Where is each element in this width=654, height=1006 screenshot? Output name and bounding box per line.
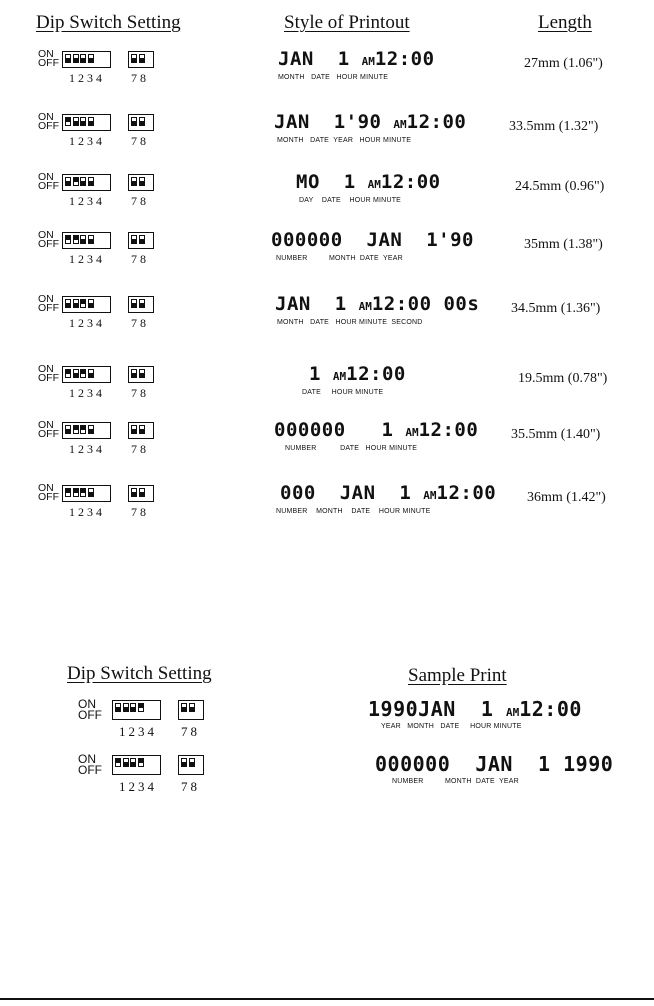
printout-length: 34.5mm (1.36") <box>511 301 601 316</box>
dip-switch-down <box>139 117 145 126</box>
switch-numbers-7-8: 78 <box>131 71 149 85</box>
table-row <box>0 482 654 538</box>
dip-switch-up <box>80 425 86 434</box>
dip-switch-down <box>131 369 137 378</box>
dip-switch-block <box>128 366 154 383</box>
dip-switch-down <box>130 758 136 767</box>
on-off-label <box>38 421 59 439</box>
printout-sample <box>278 48 435 70</box>
length-header: Length <box>538 12 592 33</box>
switch-numbers-7-8: 78 <box>181 779 200 794</box>
table-row <box>0 111 654 167</box>
printout-length: 19.5mm (0.78") <box>518 371 608 386</box>
off-label: OFF <box>78 708 102 722</box>
printout-text: 1 <box>309 363 333 385</box>
on-label: ON <box>38 293 54 305</box>
printout-time: 12:00 <box>436 482 497 504</box>
switch-numbers-1-4: 1234 <box>69 252 105 266</box>
switch-numbers-1-4: 1234 <box>69 442 105 456</box>
printout-field-labels: MONTH DATE YEAR HOUR MINUTE <box>277 137 412 144</box>
dip-switch-down <box>139 425 145 434</box>
switch-numbers-7-8: 78 <box>131 134 149 148</box>
switch-numbers-1-4: 1234 <box>69 71 105 85</box>
dip-switch-down <box>181 703 187 712</box>
dip-switch-up <box>65 488 71 497</box>
dip-switch-up <box>138 703 144 712</box>
switch-numbers-7-8: 78 <box>181 724 200 739</box>
printout-sample <box>375 752 613 776</box>
dip-switch-up <box>73 235 79 244</box>
off-label: OFF <box>38 238 59 250</box>
switch-numbers-7-8: 78 <box>131 252 149 266</box>
printout-field-labels: YEAR MONTH DATE HOUR MINUTE <box>381 723 522 730</box>
switch-numbers-1-4: 1234 <box>69 505 105 519</box>
dip-switch-down <box>139 177 145 186</box>
printout-sample <box>274 419 478 441</box>
on-off-label <box>38 295 59 313</box>
dip-switch-down <box>139 54 145 63</box>
dip-switch-down <box>189 703 195 712</box>
on-label: ON <box>78 697 96 711</box>
dip-switch-down <box>139 369 145 378</box>
dip-switch-up <box>115 758 121 767</box>
dip-switch-up <box>73 488 79 497</box>
switch-numbers-7-8: 78 <box>131 386 149 400</box>
printout-length: 24.5mm (0.96") <box>515 179 605 194</box>
printout-length: 36mm (1.42") <box>527 490 606 505</box>
dip-switch-down <box>88 177 94 186</box>
dip-switch-down <box>131 425 137 434</box>
dip-switch-down <box>65 299 71 308</box>
dip-switch-up <box>73 425 79 434</box>
dip-switch-down <box>181 758 187 767</box>
dip-switch-down <box>88 425 94 434</box>
dip-switch-up <box>138 758 144 767</box>
dip-switch-block <box>128 485 154 502</box>
on-off-label <box>38 50 59 68</box>
on-label: ON <box>38 111 54 123</box>
dip-switch-block <box>128 296 154 313</box>
dip-switch-down <box>80 54 86 63</box>
dip-switch-block <box>62 232 111 249</box>
bottom-rule <box>0 998 654 1000</box>
dip-switch-down <box>88 235 94 244</box>
switch-numbers-1-4: 1234 <box>69 194 105 208</box>
dip-switch-block <box>62 485 111 502</box>
dip-switch-down <box>131 54 137 63</box>
on-off-label <box>38 173 59 191</box>
on-label: ON <box>38 363 54 375</box>
dip-switch-block <box>62 422 111 439</box>
printout-text: 1990JAN 1 <box>368 697 506 721</box>
dip-switch-block <box>62 366 111 383</box>
printout-time: 12:00 00s <box>371 293 480 315</box>
dip-switch-setting-header: Dip Switch Setting <box>36 12 181 33</box>
printout-field-labels: NUMBER MONTH DATE YEAR <box>276 255 403 262</box>
dip-switch-down <box>88 299 94 308</box>
printout-time: 12:00 <box>374 48 435 70</box>
dip-switch-block <box>178 755 204 775</box>
printout-sample <box>275 293 479 315</box>
printout-am-marker: AM <box>393 118 407 131</box>
on-label: ON <box>38 171 54 183</box>
dip-switch-setting-header-2: Dip Switch Setting <box>67 663 212 684</box>
table-row <box>0 229 654 285</box>
printout-field-labels: NUMBER DATE HOUR MINUTE <box>285 445 418 452</box>
dip-switch-block <box>178 700 204 720</box>
dip-switch-up <box>65 369 71 378</box>
printout-time: 12:00 <box>346 363 406 385</box>
printout-am-marker: AM <box>358 300 372 313</box>
on-off-label <box>38 113 59 131</box>
on-off-label <box>38 231 59 249</box>
dip-switch-block <box>62 296 111 313</box>
dip-switch-down <box>123 703 129 712</box>
dip-switch-down <box>88 488 94 497</box>
printout-field-labels: MONTH DATE HOUR MINUTE SECOND <box>277 319 423 326</box>
printout-time: 12:00 <box>519 697 582 721</box>
printout-am-marker: AM <box>367 178 381 191</box>
printout-field-labels: NUMBER MONTH DATE HOUR MINUTE <box>276 508 431 515</box>
dip-switch-block <box>62 114 111 131</box>
on-label: ON <box>38 419 54 431</box>
printout-am-marker: AM <box>332 370 347 383</box>
dip-switch-down <box>65 425 71 434</box>
dip-switch-up <box>80 369 86 378</box>
printout-field-labels: MONTH DATE HOUR MINUTE <box>278 74 389 81</box>
dip-switch-block <box>128 174 154 191</box>
off-label: OFF <box>38 428 59 440</box>
dip-switch-down <box>73 369 79 378</box>
off-label: OFF <box>38 180 59 192</box>
switch-numbers-7-8: 78 <box>131 505 149 519</box>
dip-switch-down <box>131 299 137 308</box>
printout-text: 000000 JAN 1 1990 <box>375 752 614 776</box>
dip-switch-down <box>73 117 79 126</box>
printout-field-labels: DAY DATE HOUR MINUTE <box>299 197 402 204</box>
switch-numbers-1-4: 1234 <box>69 316 105 330</box>
dip-switch-block <box>128 51 154 68</box>
printout-field-labels: DATE HOUR MINUTE <box>302 389 384 396</box>
dip-switch-block <box>62 174 111 191</box>
printout-text: 000 JAN 1 <box>280 482 424 504</box>
switch-numbers-1-4: 1234 <box>119 724 157 739</box>
style-of-printout-header: Style of Printout <box>284 12 410 33</box>
dip-switch-down <box>189 758 195 767</box>
dip-switch-down <box>123 758 129 767</box>
on-off-label <box>78 754 102 776</box>
printout-length: 35mm (1.38") <box>524 237 603 252</box>
dip-switch-up <box>73 177 79 186</box>
on-label: ON <box>38 229 54 241</box>
table-row <box>0 697 654 753</box>
dip-switch-down <box>131 235 137 244</box>
dip-switch-block <box>112 755 161 775</box>
dip-switch-block <box>128 422 154 439</box>
dip-switch-down <box>115 703 121 712</box>
printout-sample <box>296 171 441 193</box>
dip-switch-up <box>80 488 86 497</box>
printout-am-marker: AM <box>505 706 520 719</box>
dip-switch-block <box>128 114 154 131</box>
printout-text: JAN 1'90 <box>274 111 394 133</box>
dip-switch-block <box>112 700 161 720</box>
printout-text: 000000 1 <box>274 419 406 441</box>
switch-numbers-7-8: 78 <box>131 316 149 330</box>
off-label: OFF <box>38 302 59 314</box>
table-row <box>0 293 654 349</box>
printout-time: 12:00 <box>380 171 441 193</box>
printout-am-marker: AM <box>405 426 419 439</box>
dip-switch-block <box>62 51 111 68</box>
dip-switch-down <box>131 117 137 126</box>
dip-switch-down <box>80 117 86 126</box>
dip-switch-down <box>73 299 79 308</box>
on-label: ON <box>38 48 54 60</box>
printout-time: 12:00 <box>418 419 479 441</box>
dip-switch-down <box>139 235 145 244</box>
on-label: ON <box>38 482 54 494</box>
printout-length: 27mm (1.06") <box>524 56 603 71</box>
dip-switch-down <box>130 703 136 712</box>
switch-numbers-1-4: 1234 <box>119 779 157 794</box>
printout-sample <box>274 111 466 133</box>
dip-switch-up <box>80 299 86 308</box>
on-off-label <box>78 699 102 721</box>
dip-switch-down <box>65 177 71 186</box>
printout-am-marker: AM <box>423 489 437 502</box>
dip-switch-down <box>65 54 71 63</box>
dip-switch-down <box>131 488 137 497</box>
dip-switch-down <box>80 177 86 186</box>
sample-print-header: Sample Print <box>408 665 507 686</box>
table-row <box>0 171 654 227</box>
printout-sample <box>280 482 496 504</box>
printout-length: 33.5mm (1.32") <box>509 119 599 134</box>
printout-length: 35.5mm (1.40") <box>511 427 601 442</box>
dip-switch-down <box>139 488 145 497</box>
off-label: OFF <box>38 57 59 69</box>
dip-switch-down <box>88 54 94 63</box>
printout-text: MO 1 <box>296 171 368 193</box>
printout-field-labels: NUMBER MONTH DATE YEAR <box>392 778 519 785</box>
printout-time: 12:00 <box>406 111 467 133</box>
on-label: ON <box>78 752 96 766</box>
table-row <box>0 419 654 475</box>
off-label: OFF <box>38 372 59 384</box>
dip-switch-down <box>88 117 94 126</box>
dip-switch-block <box>128 232 154 249</box>
switch-numbers-1-4: 1234 <box>69 386 105 400</box>
printout-sample <box>271 229 474 251</box>
off-label: OFF <box>78 763 102 777</box>
printout-text: JAN 1 <box>278 48 362 70</box>
dip-switch-down <box>88 369 94 378</box>
switch-numbers-7-8: 78 <box>131 442 149 456</box>
printout-am-marker: AM <box>361 55 375 68</box>
off-label: OFF <box>38 120 59 132</box>
on-off-label <box>38 365 59 383</box>
off-label: OFF <box>38 491 59 503</box>
printout-sample <box>309 363 406 385</box>
printout-text: 000000 JAN 1'90 <box>271 229 474 251</box>
switch-numbers-1-4: 1234 <box>69 134 105 148</box>
dip-switch-up <box>65 235 71 244</box>
switch-numbers-7-8: 78 <box>131 194 149 208</box>
on-off-label <box>38 484 59 502</box>
table-row <box>0 48 654 104</box>
dip-switch-down <box>131 177 137 186</box>
table-row <box>0 752 654 808</box>
printout-sample <box>368 697 582 721</box>
table-row <box>0 363 654 419</box>
printout-text: JAN 1 <box>275 293 359 315</box>
dip-switch-down <box>139 299 145 308</box>
dip-switch-up <box>65 117 71 126</box>
dip-switch-down <box>80 235 86 244</box>
dip-switch-down <box>73 54 79 63</box>
